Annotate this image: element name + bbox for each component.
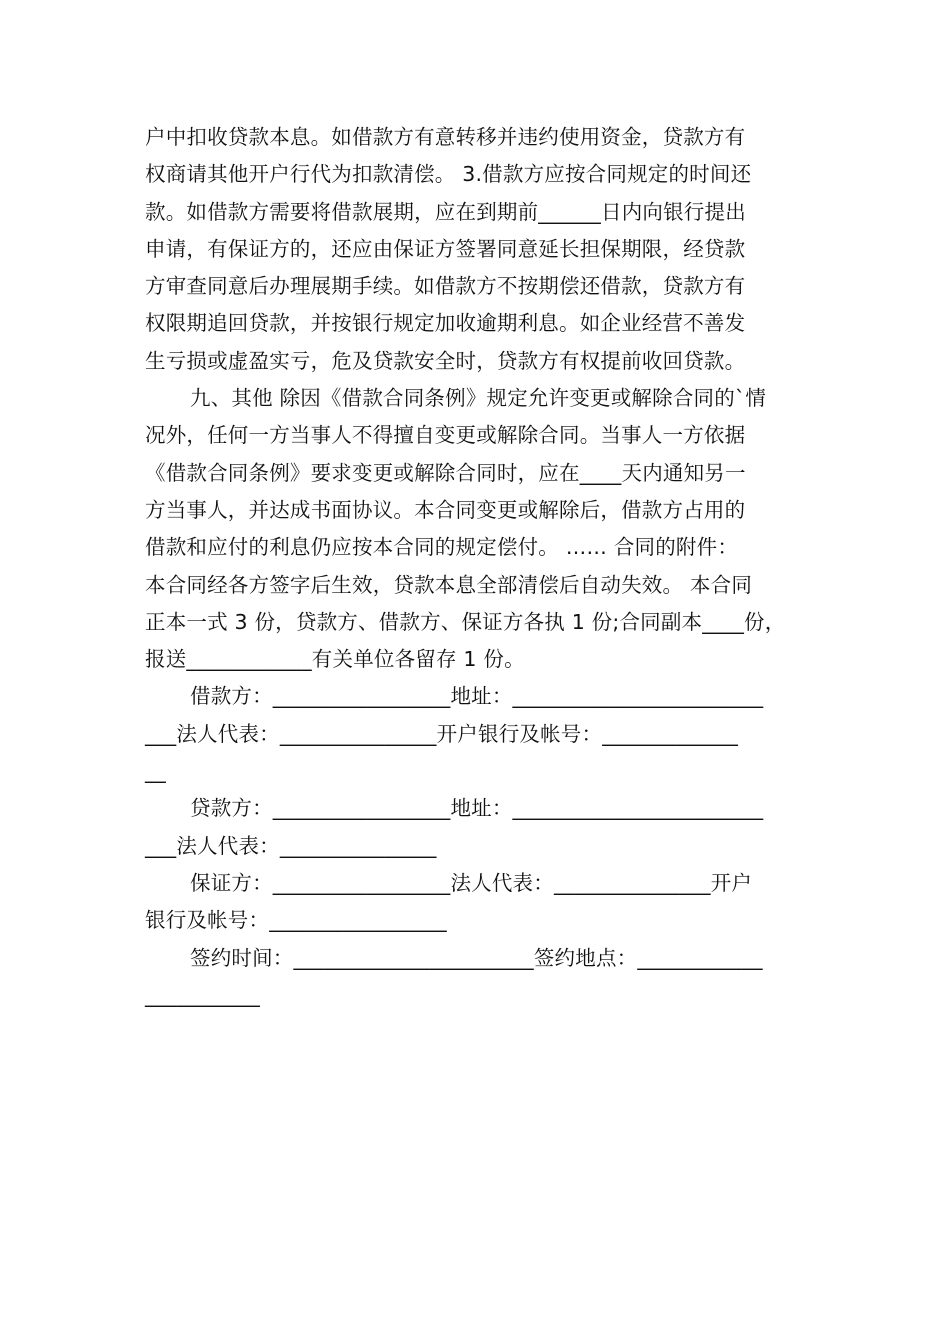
signing-detail-line: ___________ — [145, 982, 260, 1007]
section-heading-line: 九、其他 除因《借款合同条例》规定允许变更或解除合同的`情 — [190, 386, 767, 411]
text-line: 借款和应付的利息仍应按本合同的规定偿付。 …… 合同的附件： — [145, 535, 739, 560]
text-line: 本合同经各方签字后生效，贷款本息全部清偿后自动失效。 本合同 — [145, 572, 753, 597]
guarantor-line: 保证方：_________________法人代表：_______________开户 — [190, 870, 753, 895]
text-line: 款。如借款方需要将借款展期，应在到期前______日内向银行提出 — [145, 199, 746, 224]
text-line: 权限期追回贷款，并按银行规定加收逾期利息。如企业经营不善发 — [145, 311, 746, 336]
signing-line: 签约时间：_______________________签约地点：____________ — [190, 945, 763, 970]
borrower-line: 借款方：_________________地址：________________________ — [190, 684, 764, 709]
text-line: 正本一式 3 份，贷款方、借款方、保证方各执 1 份;合同副本____份， — [145, 609, 786, 634]
text-line: 方当事人，并达成书面协议。本合同变更或解除后，借款方占用的 — [145, 497, 746, 522]
text-line: 生亏损或虚盈实亏，危及贷款安全时，贷款方有权提前收回贷款。 — [145, 348, 746, 373]
text-line: 户中扣收贷款本息。如借款方有意转移并违约使用资金，贷款方有 — [145, 125, 746, 149]
contract-text — [145, 119, 809, 1014]
text-line: 权商请其他开户行代为扣款清偿。 3.借款方应按合同规定的时间还 — [145, 162, 752, 187]
text-line: 申请，有保证方的，还应由保证方签署同意延长担保期限，经贷款 — [145, 236, 746, 261]
lender-detail-line: ___法人代表：_______________ — [145, 833, 437, 858]
borrower-detail-line: ___法人代表：_______________开户银行及帐号：_____________ — [145, 721, 739, 746]
text-line: 况外，任何一方当事人不得擅自变更或解除合同。当事人一方依据 — [145, 423, 746, 448]
text-line: 报送____________有关单位各留存 1 份。 — [145, 647, 525, 672]
lender-line: 贷款方：_________________地址：________________________ — [190, 796, 764, 821]
text-line: 《借款合同条例》要求变更或解除合同时，应在____天内通知另一 — [145, 460, 746, 485]
guarantor-detail-line: 银行及帐号：_________________ — [145, 908, 447, 933]
borrower-detail-line: __ — [145, 759, 166, 784]
text-line: 方审查同意后办理展期手续。如借款方不按期偿还借款，贷款方有 — [145, 274, 746, 299]
